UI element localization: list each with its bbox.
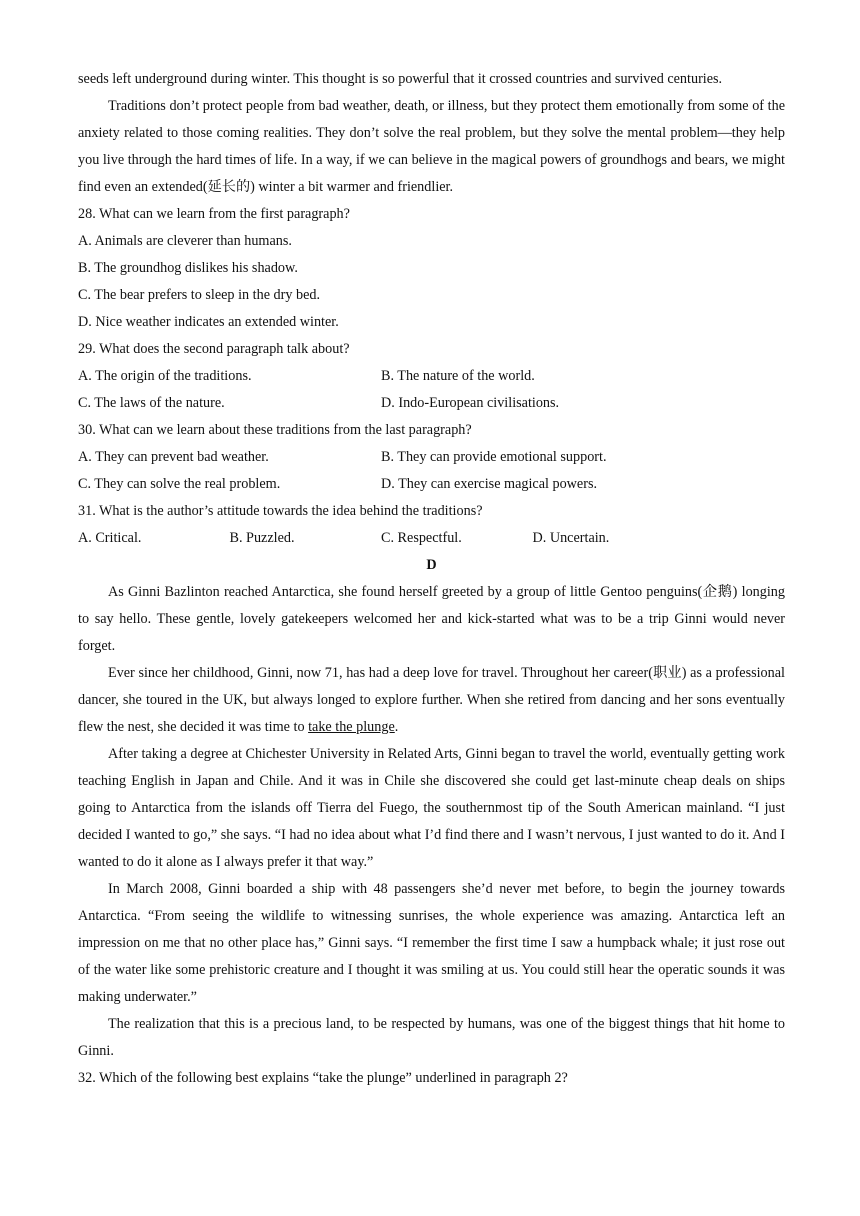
question-32-stem: 32. Which of the following best explains “take the plunge” underlined in paragraph 2? — [78, 1070, 568, 1086]
option-d: D. Nice weather indicates an extended winter. — [78, 314, 339, 330]
section-heading-d: D — [426, 557, 437, 573]
option-c: C. Respectful. — [381, 530, 462, 546]
option-d: D. Indo-European civilisations. — [381, 395, 560, 411]
question-stem: 29. What does the second paragraph talk about? — [78, 341, 350, 357]
question-31 — [78, 498, 785, 552]
option-a: A. They can prevent bad weather. — [78, 449, 269, 465]
option-b: B. Puzzled. — [229, 530, 295, 546]
option-a: A. The origin of the traditions. — [78, 368, 252, 384]
option-a: A. Animals are cleverer than humans. — [78, 233, 292, 249]
paragraph-2-end: . — [394, 719, 399, 735]
passage-c-last-paragraph: Traditions don’t protect people from bad weather, death, or illness, but they protect them emotionally from some of the anxiety related to those coming realities. They don’t solve the real problem, but they solve the mental problem—they help you live through the hard times of life. In a way, if we can believe in the magical powers of groundhogs and bears, we might find even an extended(延长的) winter a bit warmer and friendlier. — [78, 98, 785, 195]
underlined-phrase: take the plunge — [308, 719, 395, 735]
passage-d-paragraph-2 — [78, 660, 785, 741]
option-d: D. Uncertain. — [532, 530, 610, 546]
option-c: C. The bear prefers to sleep in the dry bed. — [78, 287, 321, 303]
question-28 — [78, 201, 785, 336]
question-stem: 30. What can we learn about these traditions from the last paragraph? — [78, 422, 472, 438]
passage-d-paragraph-5: The realization that this is a precious land, to be respected by humans, was one of the biggest things that hit home to Ginni. — [78, 1016, 785, 1059]
question-stem: 31. What is the author’s attitude towards the idea behind the traditions? — [78, 503, 483, 519]
option-b: B. The nature of the world. — [381, 368, 535, 384]
option-c: C. They can solve the real problem. — [78, 476, 281, 492]
question-stem: 28. What can we learn from the first paragraph? — [78, 206, 350, 222]
question-29 — [78, 336, 785, 417]
paragraph-2-text: Ever since her childhood, Ginni, now 71, has had a deep love for travel. Throughout her career(职业) as a professional dancer, she toured in the UK, but always longed to explore further. When she retired from dancing and her sons eventually flew the nest, she decided it was time to — [78, 665, 785, 735]
option-b: B. The groundhog dislikes his shadow. — [78, 260, 298, 276]
passage-d-paragraph-4: In March 2008, Ginni boarded a ship with 48 passengers she’d never met before, to begin the journey towards Antarctica. “From seeing the wildlife to witnessing sunrises, the whole experience was amazing. Antarctica left an impression on me that no other place has,” Ginni says. “I remember the first time I saw a humpback whale; it just rose out of the water like some prehistoric creature and I thought it was smiling at us. You could still hear the operatic sounds it was making underwater.” — [78, 881, 785, 1005]
option-a: A. Critical. — [78, 530, 142, 546]
question-30 — [78, 417, 785, 498]
passage-d-paragraph-3: After taking a degree at Chichester University in Related Arts, Ginni began to travel the world, eventually getting work teaching English in Japan and Chile. And it was in Chile she discovered she could get last-minute cheap deals on ships going to Antarctica from the islands off Tierra del Fuego, the southernmost tip of the South American mainland. “I just decided I wanted to go,” she says. “I had no idea about what I’d find there and I wasn’t nervous, I just wanted to do it. And I wanted to do it alone as I always prefer it that way.” — [78, 746, 785, 870]
passage-c-paragraph-tail: seeds left underground during winter. This thought is so powerful that it crossed countries and survived centuries. — [78, 71, 723, 87]
passage-d-paragraph-1: As Ginni Bazlinton reached Antarctica, she found herself greeted by a group of little Gentoo penguins(企鹅) longing to say hello. These gentle, lovely gatekeepers welcomed her and kick-started what was to be a trip Ginni would never forget. — [78, 584, 785, 654]
option-b: B. They can provide emotional support. — [381, 449, 607, 465]
document-page — [78, 66, 785, 1092]
option-d: D. They can exercise magical powers. — [381, 476, 598, 492]
option-c: C. The laws of the nature. — [78, 395, 225, 411]
